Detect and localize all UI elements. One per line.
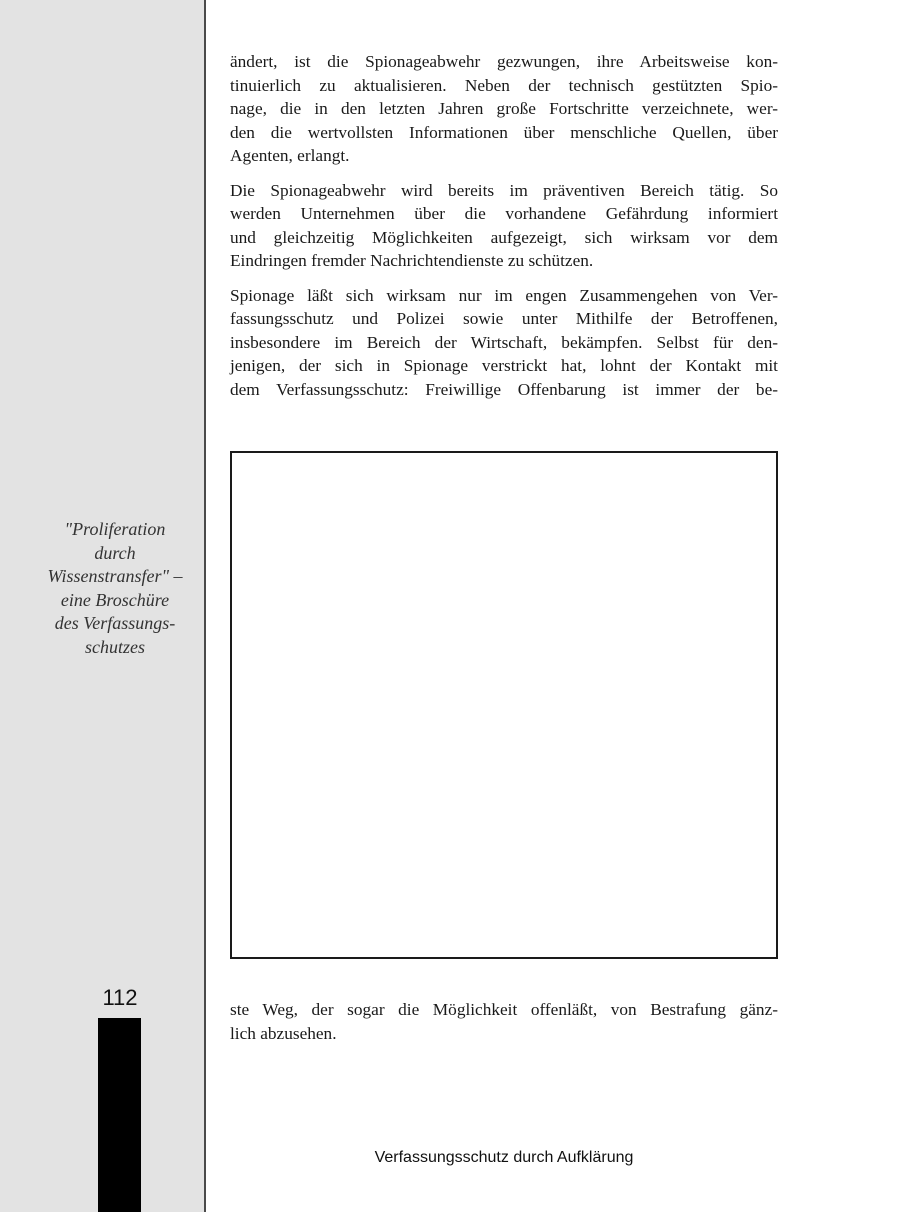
text-line: lich abzusehen.	[230, 1023, 337, 1043]
text-line: Eindringen fremder Nachrichtendienste zu schützen.	[230, 251, 594, 270]
image-caption	[20, 518, 210, 659]
paragraph	[230, 50, 778, 168]
image-placeholder-frame	[230, 451, 778, 959]
text-line: und gleichzeitig Möglichkeiten aufgezeigt, sich wirksam vor dem	[230, 227, 778, 247]
body-text-bottom	[230, 998, 778, 1056]
caption-line: eine Broschüre	[60, 589, 170, 610]
caption-line: Wissenstransfer" –	[47, 566, 183, 586]
caption-line: schutzes	[85, 636, 145, 657]
caption-line: "Proliferation	[64, 519, 166, 539]
text-line: dem Verfassungsschutz: Freiwillige Offenbarung ist immer der be-	[230, 379, 778, 399]
page-number: 112	[102, 985, 138, 1010]
page-footer: Verfassungsschutz durch Aufklärung	[374, 1149, 634, 1166]
text-line: den die wertvollsten Informationen über menschliche Quellen, über	[230, 122, 778, 142]
text-line: Spionage läßt sich wirksam nur im engen Zusammengehen von Ver-	[230, 285, 778, 305]
text-line: nage, die in den letzten Jahren große Fortschritte verzeichnete, wer-	[230, 99, 778, 118]
caption-line: durch	[94, 542, 136, 563]
caption-line: des Verfassungs-	[54, 613, 176, 633]
text-line: fassungsschutz und Polizei sowie unter Mithilfe der Betroffenen,	[230, 309, 778, 328]
paragraph	[230, 284, 778, 402]
text-line: werden Unternehmen über die vorhandene Gefährdung informiert	[230, 204, 778, 223]
text-line: jenigen, der sich in Spionage verstrickt hat, lohnt der Kontakt mit	[230, 356, 778, 375]
body-text-top	[230, 50, 778, 412]
paragraph	[230, 179, 778, 273]
text-line: tinuierlich zu aktualisieren. Neben der technisch gestützten Spio-	[230, 75, 778, 95]
text-line: Die Spionageabwehr wird bereits im präventiven Bereich tätig. So	[230, 180, 778, 200]
text-line: Agenten, erlangt.	[230, 146, 350, 165]
paragraph	[230, 998, 778, 1045]
thumb-index-bar	[98, 1018, 141, 1212]
text-line: ändert, ist die Spionageabwehr gezwungen, ihre Arbeitsweise kon-	[230, 52, 778, 71]
text-line: insbesondere im Bereich der Wirtschaft, bekämpfen. Selbst für den-	[230, 332, 778, 352]
text-line: ste Weg, der sogar die Möglichkeit offenläßt, von Bestrafung gänz-	[230, 1000, 778, 1019]
